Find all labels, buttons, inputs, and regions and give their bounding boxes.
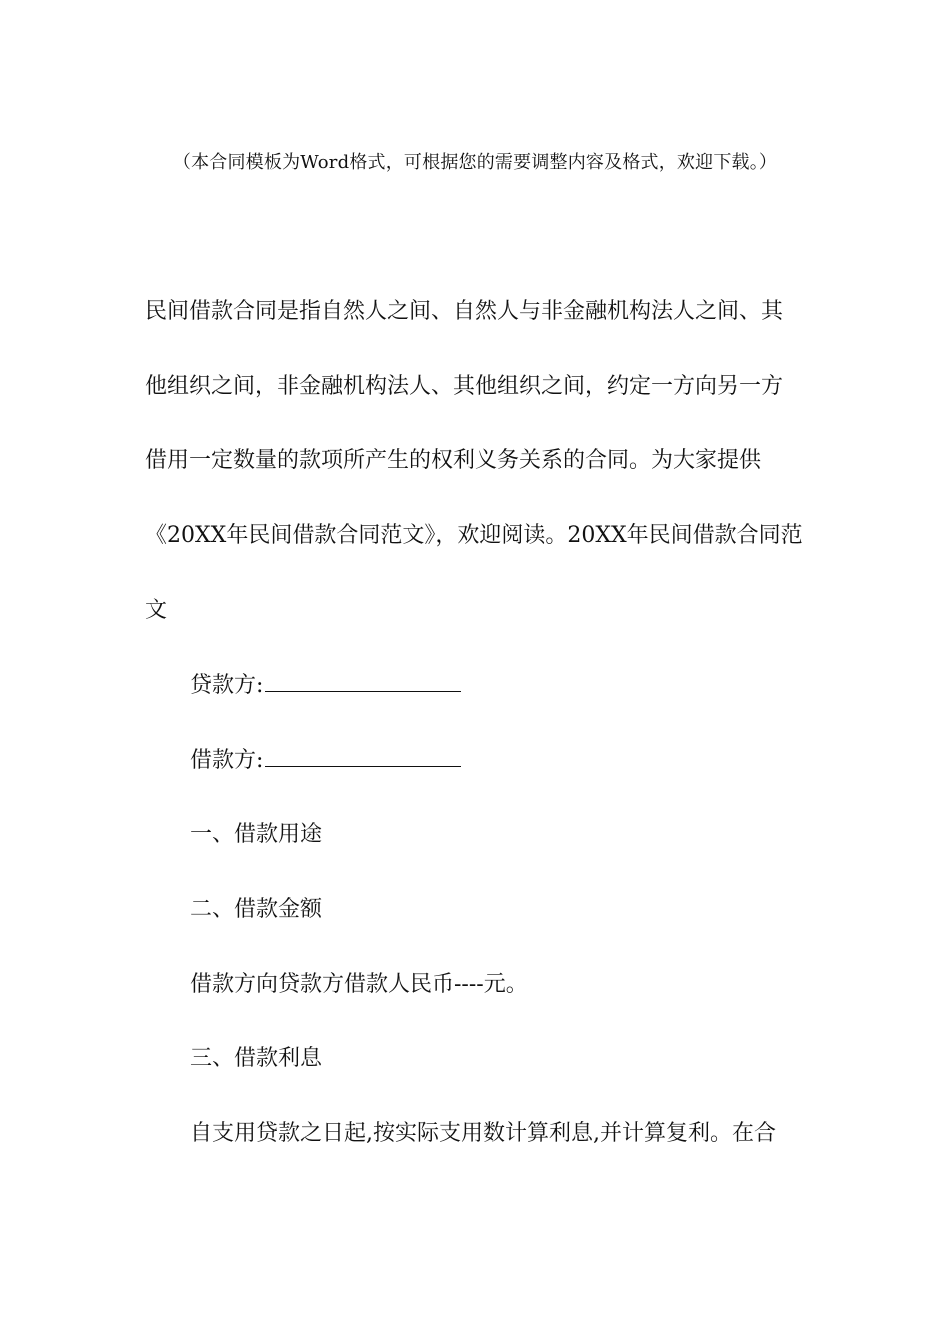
- lender-line: [190, 670, 461, 702]
- section-2-title: 二、借款金额: [190, 897, 323, 922]
- intro-line-5: 文: [145, 598, 168, 623]
- lender-blank-field: [265, 671, 461, 692]
- section-2-body: 借款方向贷款方借款人民币----元。: [190, 972, 528, 997]
- intro-line-3: 借用一定数量的款项所产生的权利义务关系的合同。为大家提供: [145, 448, 762, 473]
- intro-line-2: 他组织之间，非金融机构法人、其他组织之间，约定一方向另一方: [145, 374, 784, 399]
- section-3-body: 自支用贷款之日起,按实际支用数计算利息,并计算复利。在合: [190, 1121, 776, 1146]
- section-3-title: 三、借款利息: [190, 1046, 323, 1071]
- section-1-title: 一、借款用途: [190, 822, 323, 847]
- intro-line-1: 民间借款合同是指自然人之间、自然人与非金融机构法人之间、其: [145, 299, 784, 324]
- borrower-line: [190, 745, 461, 777]
- borrower-label: 借款方:: [190, 748, 264, 773]
- lender-label: 贷款方:: [190, 673, 264, 698]
- template-note: （本合同模板为Word格式，可根据您的需要调整内容及格式，欢迎下载。）: [172, 152, 778, 173]
- intro-line-4: 《20XX年民间借款合同范文》，欢迎阅读。20XX年民间借款合同范: [145, 523, 803, 548]
- borrower-blank-field: [265, 746, 461, 767]
